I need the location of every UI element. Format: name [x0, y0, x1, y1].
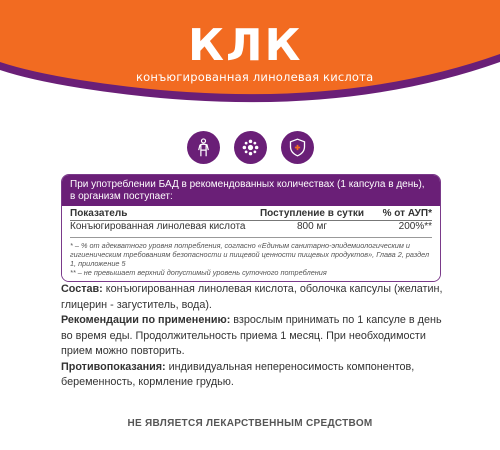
disclaimer: НЕ ЯВЛЯЕТСЯ ЛЕКАРСТВЕННЫМ СРЕДСТВОМ	[127, 418, 373, 429]
footnotes	[70, 237, 432, 277]
body-silhouette-icon	[187, 131, 220, 164]
usage-label: Рекомендации по применению:	[61, 314, 231, 326]
contraindications-text: индивидуальная непереносимость компонентов, беременность, кормление грудью.	[61, 360, 415, 388]
table-header	[70, 206, 432, 221]
usage-paragraph	[61, 313, 445, 360]
product-subtitle: конъюгированная линолевая кислота	[136, 70, 374, 84]
column-header: % от АУП*	[382, 208, 432, 219]
table-row	[70, 221, 432, 233]
footnote-1: * – % от адекватного уровня потребления, согласно «Единым санитарно-эпидемиологическим и гигиеническим требованиям безопасности и пищевой ценности пищевых продуктов», Глава 2, раздел 1, приложение 5	[70, 241, 430, 268]
shield-heart-icon	[281, 131, 314, 164]
product-description	[61, 282, 445, 391]
row-percent: 200%**	[398, 221, 432, 232]
contraindications-label: Противопоказания:	[61, 360, 166, 373]
panel-intro: При употреблении БАД в рекомендованных количествах (1 капсула в день), в организм поступает:	[62, 175, 440, 206]
column-header: Поступление в сутки	[259, 208, 364, 219]
composition-paragraph	[61, 282, 445, 313]
composition-text: конъюгированная линолевая кислота, оболочка капсулы (желатин, глицерин - загуститель, вода).	[61, 283, 443, 311]
benefit-icons	[0, 131, 500, 164]
composition-label: Состав:	[61, 283, 103, 295]
product-title: КЛК	[188, 20, 303, 71]
contraindications-paragraph	[61, 360, 445, 391]
row-amount: 800 мг	[297, 221, 327, 232]
row-name: Конъюгированная линолевая кислота	[70, 221, 246, 232]
fat-cell-icon	[234, 131, 267, 164]
column-header: Показатель	[70, 208, 128, 219]
nutrition-panel	[61, 174, 441, 282]
footnote-2: ** – не превышает верхний допустимый уровень суточного потребления	[70, 268, 327, 277]
usage-text: взрослым принимать по 1 капсуле в день во время еды. Продолжительность приема 1 месяц. При необходимости прием можно повторить.	[61, 314, 442, 357]
